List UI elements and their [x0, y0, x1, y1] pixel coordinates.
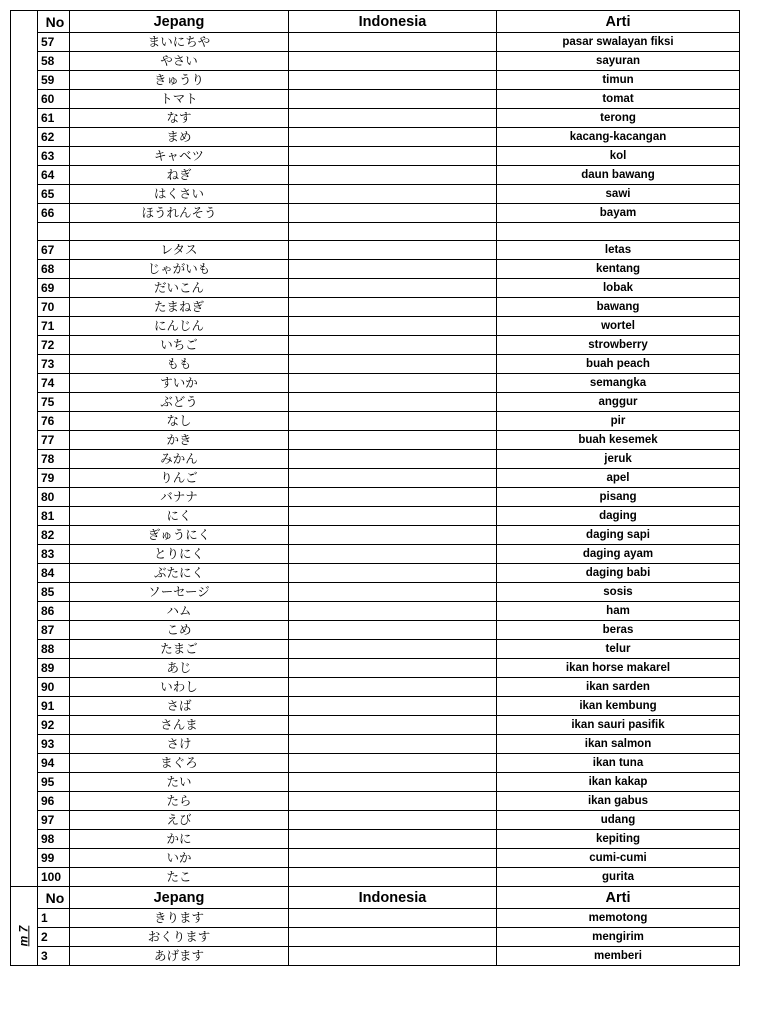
table-row: [11, 773, 740, 792]
table-row: [11, 128, 740, 147]
arti-text: tomat: [497, 90, 740, 109]
row-number: 83: [38, 545, 70, 564]
header-arti: Arti: [497, 11, 740, 33]
indonesia-cell: [289, 317, 497, 336]
indonesia-cell: [289, 336, 497, 355]
row-number: 57: [38, 33, 70, 52]
jepang-word: ぶどう: [70, 393, 289, 412]
arti-text: ikan gabus: [497, 792, 740, 811]
arti-text: daging ayam: [497, 545, 740, 564]
jepang-word: はくさい: [70, 185, 289, 204]
jepang-word: こめ: [70, 621, 289, 640]
table-row: [11, 697, 740, 716]
row-number: 66: [38, 204, 70, 223]
row-number: 70: [38, 298, 70, 317]
jepang-word: さば: [70, 697, 289, 716]
jepang-word: とりにく: [70, 545, 289, 564]
header-jepang: Jepang: [70, 887, 289, 909]
indonesia-cell: [289, 166, 497, 185]
arti-text: timun: [497, 71, 740, 90]
table-row: [11, 166, 740, 185]
row-number: 3: [38, 947, 70, 966]
row-number: 60: [38, 90, 70, 109]
arti-text: pisang: [497, 488, 740, 507]
section-side-label: [11, 11, 38, 887]
arti-text: ikan horse makarel: [497, 659, 740, 678]
table-row: [11, 109, 740, 128]
indonesia-cell: [289, 735, 497, 754]
jepang-word: なす: [70, 109, 289, 128]
header-no: No: [38, 11, 70, 33]
row-number: 78: [38, 450, 70, 469]
row-number: 62: [38, 128, 70, 147]
header-arti: Arti: [497, 887, 740, 909]
arti-text: buah peach: [497, 355, 740, 374]
table-row: [11, 868, 740, 887]
table-row: [11, 71, 740, 90]
indonesia-cell: [289, 71, 497, 90]
arti-text: bawang: [497, 298, 740, 317]
indonesia-cell: [289, 279, 497, 298]
blank-row: [11, 223, 740, 241]
row-number: 87: [38, 621, 70, 640]
indonesia-cell: [289, 678, 497, 697]
header-jepang: Jepang: [70, 11, 289, 33]
indonesia-cell: [289, 868, 497, 887]
indonesia-cell: [289, 488, 497, 507]
arti-text: memotong: [497, 909, 740, 928]
table-row: [11, 488, 740, 507]
table-row: [11, 507, 740, 526]
jepang-word: じゃがいも: [70, 260, 289, 279]
arti-text: beras: [497, 621, 740, 640]
indonesia-cell: [289, 185, 497, 204]
table-row: [11, 412, 740, 431]
indonesia-cell: [289, 431, 497, 450]
arti-text: daging babi: [497, 564, 740, 583]
table-row: [11, 640, 740, 659]
row-number: 73: [38, 355, 70, 374]
row-number: 94: [38, 754, 70, 773]
row-number: 69: [38, 279, 70, 298]
table-row: [11, 241, 740, 260]
row-number: 61: [38, 109, 70, 128]
jepang-word: まぐろ: [70, 754, 289, 773]
arti-text: letas: [497, 241, 740, 260]
indonesia-cell: [289, 564, 497, 583]
blank-cell: [289, 223, 497, 241]
section-side-label: [11, 887, 38, 966]
arti-text: lobak: [497, 279, 740, 298]
indonesia-cell: [289, 830, 497, 849]
header-no: No: [38, 887, 70, 909]
row-number: 75: [38, 393, 70, 412]
arti-text: cumi-cumi: [497, 849, 740, 868]
jepang-word: だいこん: [70, 279, 289, 298]
row-number: 89: [38, 659, 70, 678]
arti-text: memberi: [497, 947, 740, 966]
table-row: [11, 450, 740, 469]
table-row: [11, 909, 740, 928]
jepang-word: いちご: [70, 336, 289, 355]
jepang-word: いか: [70, 849, 289, 868]
jepang-word: レタス: [70, 241, 289, 260]
arti-text: mengirim: [497, 928, 740, 947]
arti-text: sosis: [497, 583, 740, 602]
jepang-word: たら: [70, 792, 289, 811]
indonesia-cell: [289, 374, 497, 393]
jepang-word: たまご: [70, 640, 289, 659]
row-number: 65: [38, 185, 70, 204]
arti-text: ikan sarden: [497, 678, 740, 697]
indonesia-cell: [289, 792, 497, 811]
arti-text: strowberry: [497, 336, 740, 355]
table-row: [11, 811, 740, 830]
arti-text: sawi: [497, 185, 740, 204]
section-title-pelajaran-7: m 7: [16, 925, 31, 947]
row-number: 90: [38, 678, 70, 697]
jepang-word: ハム: [70, 602, 289, 621]
table-row: [11, 298, 740, 317]
table-row: [11, 792, 740, 811]
indonesia-cell: [289, 716, 497, 735]
row-number: 80: [38, 488, 70, 507]
table-row: [11, 545, 740, 564]
jepang-word: ねぎ: [70, 166, 289, 185]
arti-text: kepiting: [497, 830, 740, 849]
jepang-word: みかん: [70, 450, 289, 469]
row-number: 79: [38, 469, 70, 488]
row-number: 58: [38, 52, 70, 71]
table-row: [11, 52, 740, 71]
jepang-word: もも: [70, 355, 289, 374]
arti-text: anggur: [497, 393, 740, 412]
indonesia-cell: [289, 241, 497, 260]
jepang-word: なし: [70, 412, 289, 431]
arti-text: telur: [497, 640, 740, 659]
table-row: [11, 716, 740, 735]
table-row: [11, 317, 740, 336]
blank-cell: [70, 223, 289, 241]
row-number: 77: [38, 431, 70, 450]
jepang-word: さんま: [70, 716, 289, 735]
indonesia-cell: [289, 849, 497, 868]
row-number: 74: [38, 374, 70, 393]
arti-text: kol: [497, 147, 740, 166]
jepang-word: たまねぎ: [70, 298, 289, 317]
jepang-word: きります: [70, 909, 289, 928]
table-row: [11, 947, 740, 966]
jepang-word: まめ: [70, 128, 289, 147]
row-number: 100: [38, 868, 70, 887]
indonesia-cell: [289, 128, 497, 147]
indonesia-cell: [289, 90, 497, 109]
jepang-word: きゅうり: [70, 71, 289, 90]
jepang-word: バナナ: [70, 488, 289, 507]
row-number: 98: [38, 830, 70, 849]
table-row: [11, 147, 740, 166]
table-row: [11, 564, 740, 583]
jepang-word: あげます: [70, 947, 289, 966]
arti-text: udang: [497, 811, 740, 830]
indonesia-cell: [289, 147, 497, 166]
row-number: 84: [38, 564, 70, 583]
indonesia-cell: [289, 298, 497, 317]
row-number: 93: [38, 735, 70, 754]
table-row: [11, 355, 740, 374]
row-number: 67: [38, 241, 70, 260]
row-number: 1: [38, 909, 70, 928]
row-number: 95: [38, 773, 70, 792]
indonesia-cell: [289, 109, 497, 128]
arti-text: ikan sauri pasifik: [497, 716, 740, 735]
arti-text: ham: [497, 602, 740, 621]
header-indonesia: Indonesia: [289, 887, 497, 909]
arti-text: pir: [497, 412, 740, 431]
arti-text: daging: [497, 507, 740, 526]
row-number: 59: [38, 71, 70, 90]
indonesia-cell: [289, 773, 497, 792]
indonesia-cell: [289, 659, 497, 678]
table-row: [11, 204, 740, 223]
jepang-word: やさい: [70, 52, 289, 71]
jepang-word: キャベツ: [70, 147, 289, 166]
indonesia-cell: [289, 526, 497, 545]
indonesia-cell: [289, 621, 497, 640]
table-row: [11, 754, 740, 773]
table-row: [11, 33, 740, 52]
jepang-word: いわし: [70, 678, 289, 697]
row-number: 76: [38, 412, 70, 431]
arti-text: kacang-kacangan: [497, 128, 740, 147]
indonesia-cell: [289, 33, 497, 52]
table-row: [11, 583, 740, 602]
table-row: [11, 659, 740, 678]
indonesia-cell: [289, 450, 497, 469]
jepang-word: えび: [70, 811, 289, 830]
indonesia-cell: [289, 811, 497, 830]
indonesia-cell: [289, 507, 497, 526]
row-number: 64: [38, 166, 70, 185]
row-number: 88: [38, 640, 70, 659]
jepang-word: にく: [70, 507, 289, 526]
table-row: [11, 928, 740, 947]
indonesia-cell: [289, 545, 497, 564]
row-number: 85: [38, 583, 70, 602]
jepang-word: おくります: [70, 928, 289, 947]
arti-text: ikan salmon: [497, 735, 740, 754]
header-indonesia: Indonesia: [289, 11, 497, 33]
vocabulary-table: [10, 10, 740, 966]
row-number: 99: [38, 849, 70, 868]
arti-text: ikan kakap: [497, 773, 740, 792]
jepang-word: ぎゅうにく: [70, 526, 289, 545]
table-row: [11, 374, 740, 393]
jepang-word: かき: [70, 431, 289, 450]
arti-text: bayam: [497, 204, 740, 223]
indonesia-cell: [289, 640, 497, 659]
row-number: 82: [38, 526, 70, 545]
arti-text: sayuran: [497, 52, 740, 71]
arti-text: buah kesemek: [497, 431, 740, 450]
row-number: 96: [38, 792, 70, 811]
row-number: 81: [38, 507, 70, 526]
indonesia-cell: [289, 469, 497, 488]
table-row: [11, 602, 740, 621]
table-row: [11, 735, 740, 754]
row-number: 97: [38, 811, 70, 830]
arti-text: ikan tuna: [497, 754, 740, 773]
table-row: [11, 526, 740, 545]
blank-cell: [38, 223, 70, 241]
arti-text: gurita: [497, 868, 740, 887]
jepang-word: ほうれんそう: [70, 204, 289, 223]
arti-text: jeruk: [497, 450, 740, 469]
section-title-pelajaran-6: pelajaran: [35, 427, 38, 480]
indonesia-cell: [289, 909, 497, 928]
indonesia-cell: [289, 412, 497, 431]
table-row: [11, 849, 740, 868]
arti-text: apel: [497, 469, 740, 488]
jepang-word: たこ: [70, 868, 289, 887]
table-row: [11, 260, 740, 279]
blank-cell: [497, 223, 740, 241]
indonesia-cell: [289, 583, 497, 602]
row-number: 92: [38, 716, 70, 735]
arti-text: pasar swalayan fiksi: [497, 33, 740, 52]
indonesia-cell: [289, 393, 497, 412]
table-row: [11, 621, 740, 640]
indonesia-cell: [289, 754, 497, 773]
arti-text: semangka: [497, 374, 740, 393]
indonesia-cell: [289, 947, 497, 966]
table-row: [11, 90, 740, 109]
arti-text: daun bawang: [497, 166, 740, 185]
jepang-word: ソーセージ: [70, 583, 289, 602]
indonesia-cell: [289, 52, 497, 71]
indonesia-cell: [289, 602, 497, 621]
table-header-row: [11, 11, 740, 33]
table-row: [11, 279, 740, 298]
table-header-row: [11, 887, 740, 909]
indonesia-cell: [289, 928, 497, 947]
table-row: [11, 336, 740, 355]
arti-text: terong: [497, 109, 740, 128]
row-number: 71: [38, 317, 70, 336]
table-row: [11, 830, 740, 849]
jepang-word: りんご: [70, 469, 289, 488]
indonesia-cell: [289, 204, 497, 223]
table-row: [11, 393, 740, 412]
arti-text: daging sapi: [497, 526, 740, 545]
table-row: [11, 431, 740, 450]
jepang-word: ぶたにく: [70, 564, 289, 583]
jepang-word: にんじん: [70, 317, 289, 336]
jepang-word: トマト: [70, 90, 289, 109]
jepang-word: たい: [70, 773, 289, 792]
jepang-word: すいか: [70, 374, 289, 393]
indonesia-cell: [289, 697, 497, 716]
jepang-word: まいにちや: [70, 33, 289, 52]
jepang-word: あじ: [70, 659, 289, 678]
row-number: 91: [38, 697, 70, 716]
table-row: [11, 185, 740, 204]
jepang-word: かに: [70, 830, 289, 849]
row-number: 63: [38, 147, 70, 166]
table-row: [11, 678, 740, 697]
row-number: 2: [38, 928, 70, 947]
indonesia-cell: [289, 260, 497, 279]
vocabulary-sheet: [10, 10, 739, 966]
arti-text: ikan kembung: [497, 697, 740, 716]
table-row: [11, 469, 740, 488]
row-number: 68: [38, 260, 70, 279]
row-number: 86: [38, 602, 70, 621]
arti-text: wortel: [497, 317, 740, 336]
row-number: 72: [38, 336, 70, 355]
jepang-word: さけ: [70, 735, 289, 754]
arti-text: kentang: [497, 260, 740, 279]
indonesia-cell: [289, 355, 497, 374]
